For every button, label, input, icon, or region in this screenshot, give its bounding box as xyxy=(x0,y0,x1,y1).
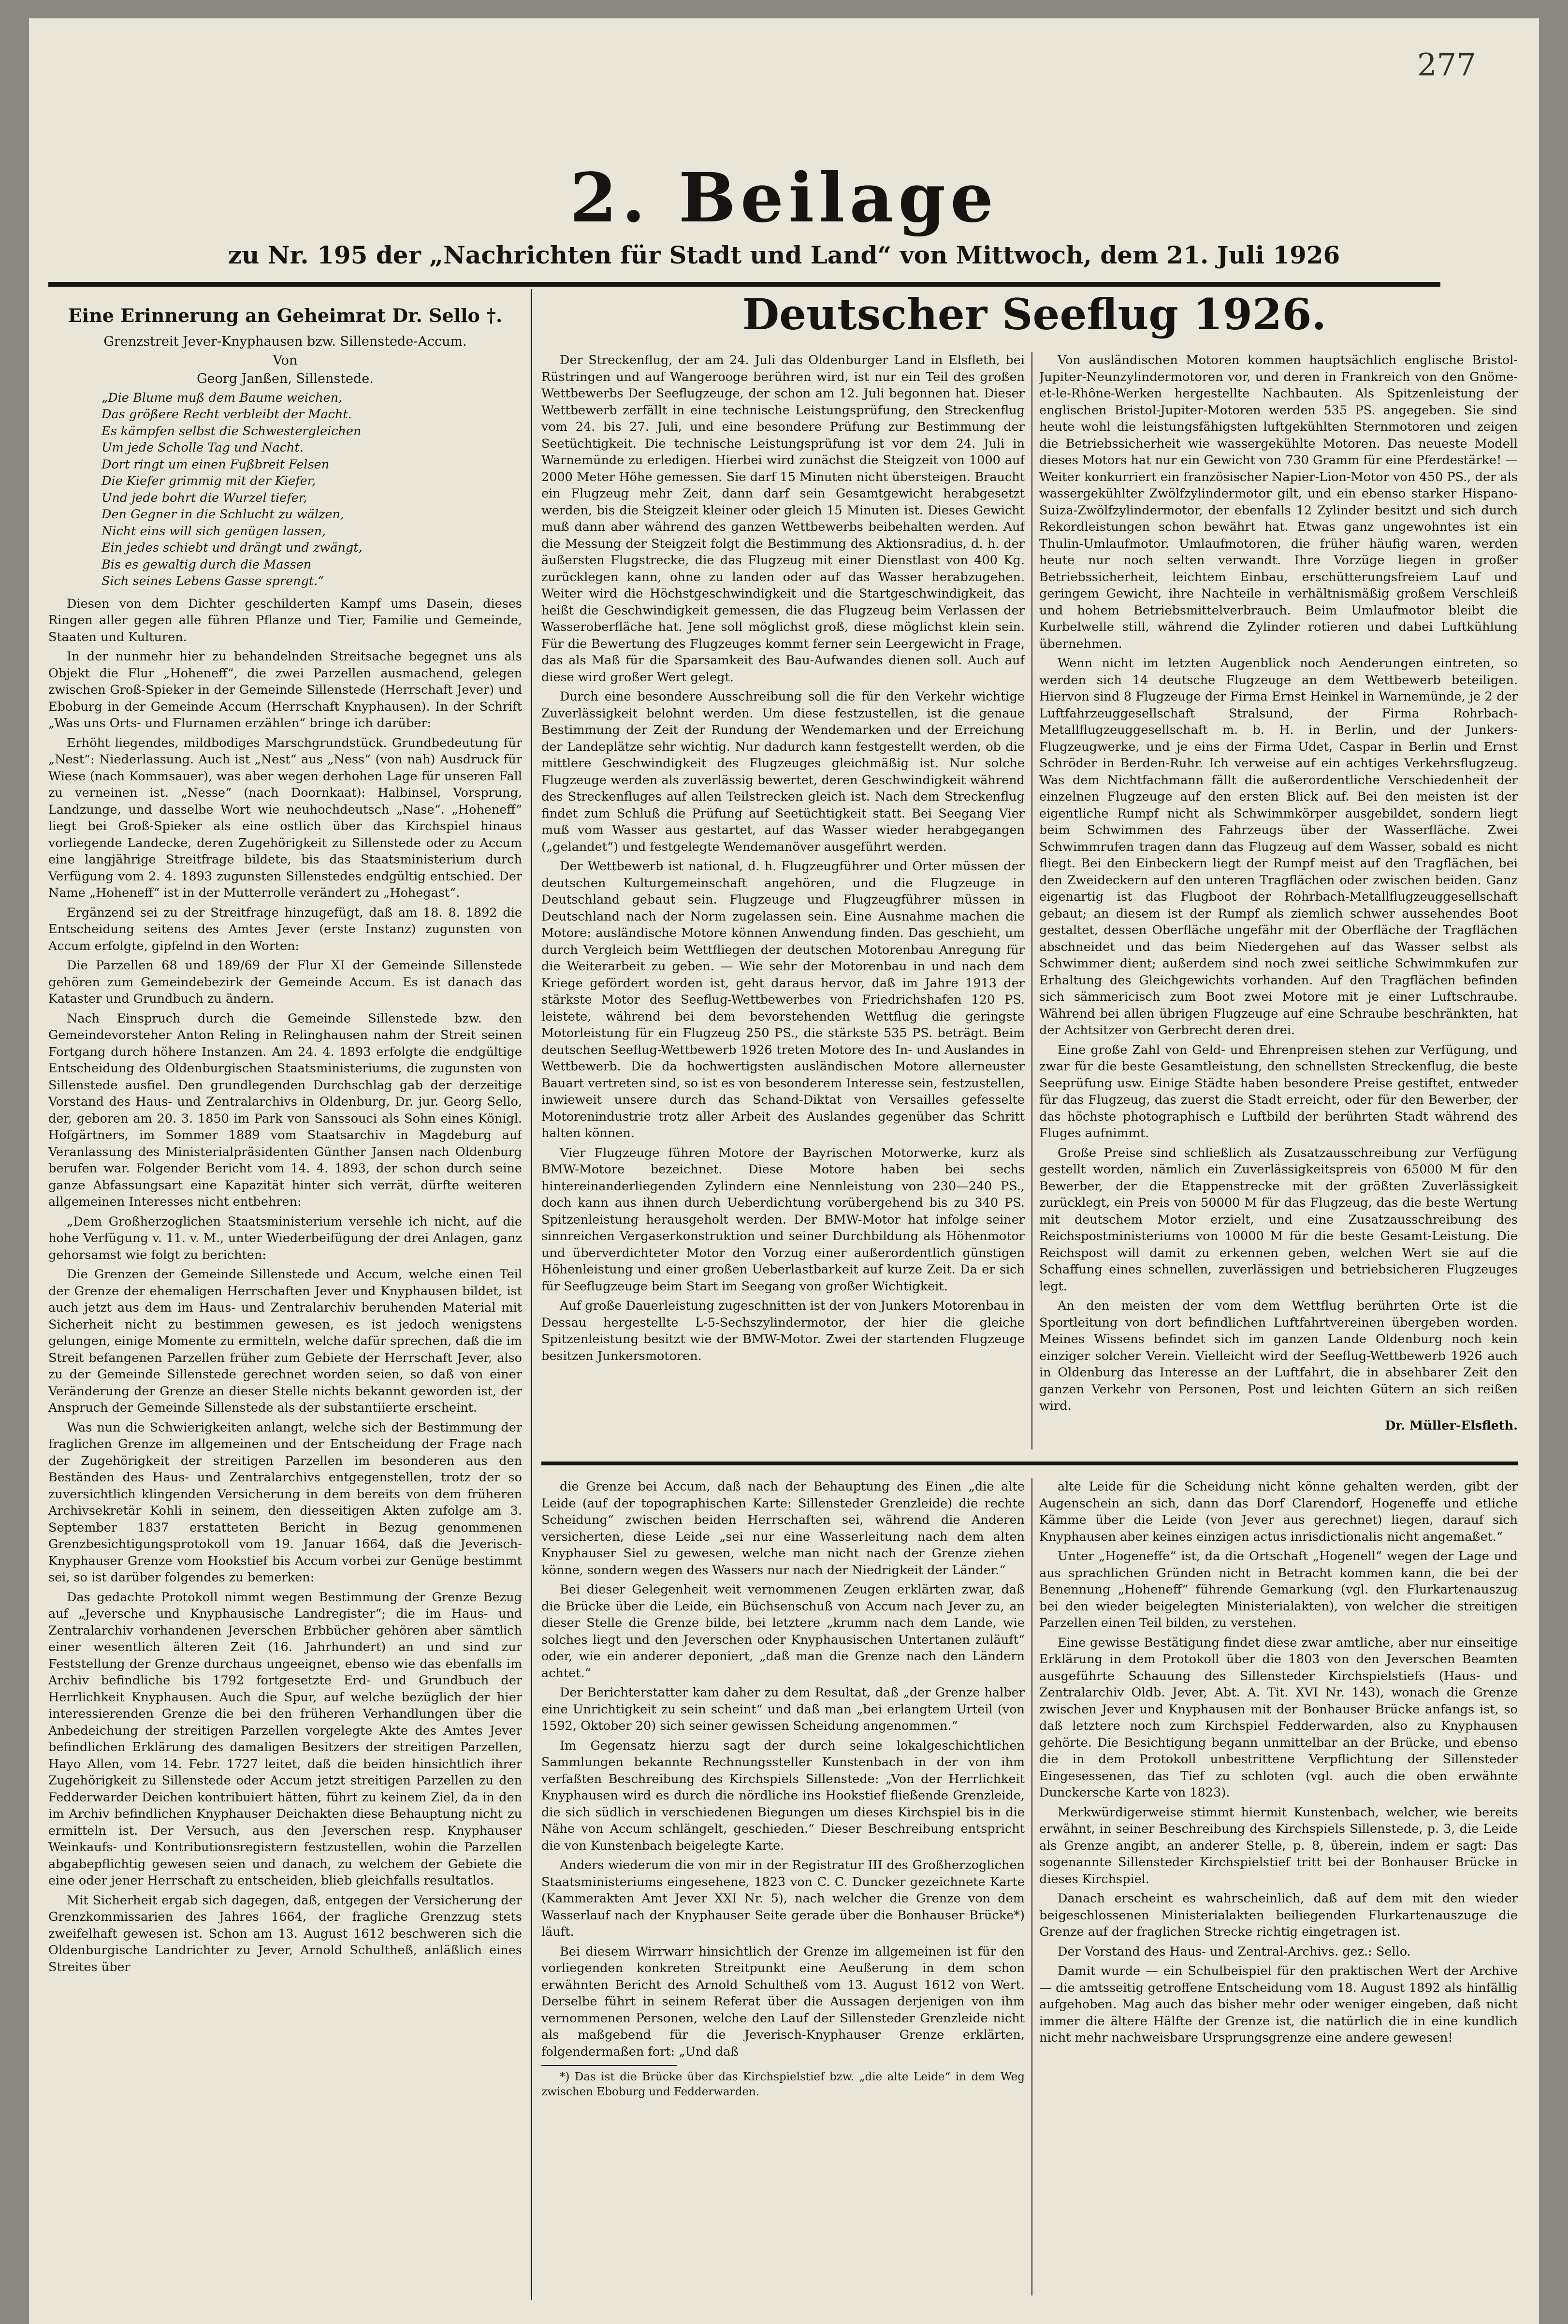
article-byline-von: Von xyxy=(273,352,298,368)
seeflug-paragraph: Eine große Zahl von Geld- und Ehrenpreisen stehen zur Verfügung, und zwar für die beste Gesamtleistung, den schnellsten Streckenflug, die beste Seeprüfung usw. Einige Städte haben besondere Preise gestiftet, entweder für das Flugzeug, das zuerst die Stadt erreicht, oder für den Bewerber, der das höchste photographisch e Luftbild der berührten Stadt während des Fluges aufnimmt. xyxy=(1039,1042,1518,1140)
article-headline: Eine Erinnerung an Geheimrat Dr. Sello †. xyxy=(68,305,503,326)
masthead-rule xyxy=(48,282,1440,287)
continuation-paragraph: Damit wurde — ein Schulbeispiel für den praktischen Wert der Archive — die amtsseitig getroffene Entscheidung vom 18. August 1892 als hinfällig aufgehoben. Mag auch das bisher mehr oder weniger eingeben, daß nicht immer die ältere Hälfte der Grenze ist, die natürlich die in eine kundlich nicht mehr nachweisbare Ursprungsgrenze eine andere gewesen! xyxy=(1039,1964,1518,2045)
article-grenzstreit xyxy=(48,304,522,2295)
section-rule xyxy=(541,1462,1518,1465)
article-poem: „Die Blume muß dem Baume weichen, Das größere Recht verbleibt der Macht. Es kämpfen selbst die Schwestergleichen Um jede Scholle Tag und Nacht. Dort ringt um einen Fußbreit Felsen Die Kiefer grimmig mit der Kiefer, Und jede bohrt die Wurzel tiefer, Den Gegner in die Schlucht zu wälzen, Nicht eins will sich genügen lassen, Ein jedes schiebt und drängt und zwängt, Bis es gewaltig durch die Massen Sich seines Lebens Gasse sprengt.“ xyxy=(102,390,363,588)
article-author: Georg Janßen, Sillenstede. xyxy=(197,371,374,386)
footnote: *) Das ist die Brücke über das Kirchspielstief bzw. „die alte Leide“ in dem Weg zwischen Eboburg und Fedderwarden. xyxy=(541,2071,1025,2098)
article-paragraph: Nach Einspruch durch die Gemeinde Sillenstede bzw. den Gemeindevorsteher Anton Reling in Relinghausen nahm der Streit seinen Fortgang durch höhere Instanzen. Am 24. 4. 1893 erfolgte die endgültige Entscheidung des Oldenburgischen Staatsministeriums, die zugunsten von Sillenstede ausfiel. Den grundlegenden Durchschlag gab der derzeitige Vorstand des Haus- und Zentralarchivs in Oldenburg, Dr. jur. Georg Sello, der, geboren am 20. 3. 1850 im Park von Sanssouci als Sohn eines Königl. Hofgärtners, im Sommer 1889 vom Staatsarchiv in Magdeburg auf Veranlassung des Ministerialpräsidenten Günther Jansen nach Oldenburg berufen war. Folgender Bericht vom 14. 4. 1893, der schon durch seine ganze Abfassungsart eine Kapazität hinter sich verrät, dürfte weiteren allgemeinen Interesses nicht entbehren: xyxy=(48,1011,522,1209)
seeflug-paragraph: Durch eine besondere Ausschreibung soll die für den Verkehr wichtige Zuverlässigkeit belohnt werden. Um diese festzustellen, ist die genaue Bestimmung der Zeit der Rundung der Wendemarken und der Erreichung der Landeplätze sehr wichtig. Nur dadurch kann festgestellt werden, ob die mittlere Geschwindigkeit des Flugzeuges gleichmäßig ist. Nur solche Flugzeuge werden als zuverlässig bewertet, deren Geschwindigkeit während des Streckenfluges auf allen Teilstrecken gleich ist. Nach dem Streckenflug findet zum Schluß die Prüfung auf Seetüchtigkeit statt. Bei Seegang Vier muß vom Wasser aus gestartet, auf das Wasser wieder herabgegangen („gelandet“) und festgelegte Wendemanöver ausgeführt werden. xyxy=(541,689,1025,854)
seeflug-paragraph: Große Preise sind schließlich als Zusatzausschreibung zur Verfügung gestellt worden, nämlich ein Zuverlässigkeitspreis von 65000 M für den Bewerber, der die Etappenstrecke mit der größten Zuverlässigkeit zurücklegt, ein Preis von 50000 M für das Flugzeug, das die beste Wertung mit deutschem Motor erzielt, und eine Zusatzausschreibung des Reichspostministeriums von 10000 M für die beste Gesamt-Leistung. Die Reichspost will damit zu erkennen geben, welchen Wert sie auf die Schaffung eines schnellen, zuverlässigen und betriebsicheren Flugzeuges legt. xyxy=(1039,1145,1518,1294)
article-paragraph: Die Grenzen der Gemeinde Sillenstede und Accum, welche einen Teil der Grenze der ehemaligen Herrschaften Jever und Knyphausen bildet, ist auch jetzt aus dem im Haus- und Zentralarchiv beruhenden Material mit Sicherheit nicht zu bestimmen gewesen, es ist jedoch wenigstens gelungen, einige Momente zu ermitteln, welche dafür sprechen, daß die im Streit befangenen Parzellen früher zum Gebiete der Herrschaft Jever, also zu der Gemeinde Sillenstede gerechnet worden seien, so daß von einer Veränderung der Grenze an dieser Stelle nichts bekannt geworden ist, der Anspruch der Gemeinde Sillenstede als der substantiierte erscheint. xyxy=(48,1267,522,1415)
article-paragraph: Was nun die Schwierigkeiten anlangt, welche sich der Bestimmung der fraglichen Grenze im allgemeinen und der Entscheidung der Frage nach der Zugehörigkeit der streitigen Parzellen im besonderen aus den Beständen des Haus- und Zentralarchivs entgegenstellen, trotz der so zuversichtlich klingenden Versicherung in dem bereits von dem früheren Archivsekretär Kohli in seinem, den diesseitigen Akten zufolge am 3. September 1837 erstatteten Bericht in Bezug genommenen Grenzbesichtigungsprotokoll vom 19. Januar 1664, daß die Jeverisch-Knyphauser Grenze vom Hookstief bis Accum vorbei zur Genüge bestimmt sei, so ist darüber folgendes zu bemerken: xyxy=(48,1420,522,1585)
continuation-body-1 xyxy=(541,1478,1025,2060)
column-rule-continuation xyxy=(1031,1478,1032,2295)
continuation-paragraph: die Grenze bei Accum, daß nach der Behauptung des Einen „die alte Leide (auf der topographischen Karte: Sillensteder Grenzleide) die rechte Scheidung“ zwischen beiden Herrschaften sei, während die Anderen versicherten, diese Leide „sei nur eine Wasserleitung nach dem alten Knyphauser Siel zu gewesen, welche man nicht nach der Grenze ziehen könne, sondern wegen des Wassers nur nach der Niedrigkeit der Länder.“ xyxy=(541,1479,1025,1578)
seeflug-title: Deutscher Seeflug 1926. xyxy=(742,289,1327,339)
seeflug-signature: Dr. Müller-Elsfleth. xyxy=(1385,1418,1518,1433)
seeflug-paragraph: Der Streckenflug, der am 24. Juli das Oldenburger Land in Elsfleth, bei Rüstringen und auf Wangerooge berühren wird, ist nur ein Teil des großen Wettbewerbs Der Seeflugzeuge, der schon am 12. Juli begonnen hat. Dieser Wettbewerb zerfällt in eine technische Leistungsprüfung, den Streckenflug vom 24. bis 27. Juli, und eine besondere Prüfung zur Bestimmung der Seetüchtigkeit. Die technische Leistungsprüfung ist vor dem 24. Juli in Warnemünde zu erledigen. Hierbei wird zunächst die Steigzeit von 1000 auf 2000 Meter Höhe gemessen. Sie darf 15 Minuten nicht übersteigen. Braucht ein Flugzeug mehr Zeit, dann darf sein Gesamtgewicht herabgesetzt werden, bis die Steigzeit kleiner oder gleich 15 Minuten ist. Dieses Gewicht muß dann aber während des ganzen Wettbewerbs beibehalten werden. Auf die Messung der Steigzeit folgt die Bestimmung des Aktionsradius, d. h. der äußersten Flugstrecke, die das Flugzeug mit einer Dienstlast von 400 Kg. zurücklegen kann, ohne zu landen oder auf das Wasser herabzugehen. Weiter wird die Höchstgeschwindigkeit und die Startgeschwindigkeit, das heißt die Geschwindigkeit gemessen, die das Flugzeug beim Verlassen der Wasseroberfläche hat. Jene soll möglichst groß, diese möglichst klein sein. Für die Bewertung des Flugzeuges kommt ferner sein Leergewicht in Frage, das als Maß für die Sparsamkeit des Bau-Aufwandes dienen soll. Auch auf diese wird großer Wert gelegt. xyxy=(541,353,1025,685)
continuation-paragraph: Eine gewisse Bestätigung findet diese zwar amtliche, aber nur einseitige Erklärung in dem Protokoll über die 1803 von den Jeverschen Beamten ausgeführte Schauung des Sillensteder Kirchspielstiefs (Haus- und Zentralarchiv Oldb. Jever, Abt. A. Tit. XVI Nr. 143), wonach die Grenze zwischen Jever und Knyphausen mit der Bonhauser Brücke anfangs ist, so daß letztere noch zum Kirchspiel Fedderwarden, also zu Knyphausen gehörte. Die Besichtigung begann unmittelbar an der Brücke, und ebenso die in dem Protokoll unbestrittene Verpflichtung der Sillensteder Eingesessenen, das Tief zu schloten (vgl. auch die oben erwähnte Dunckersche Karte von 1823). xyxy=(1039,1635,1518,1800)
continuation-paragraph: alte Leide für die Scheidung nicht könne gehalten werden, gibt der Augenschein an sich, dann das Dorf Clarendorf, Hogeneffe und etliche Kämme über die Leide (von Jever aus gerechnet) liegen, darauf sich Knyphausen aber keines einzigen actus inrisdictionalis nicht angemaßet.“ xyxy=(1039,1479,1518,1544)
article-paragraph: In der nunmehr hier zu behandelnden Streitsache begegnet uns als Objekt die Flur „Hoheneff“, die zwei Parzellen ausmachend, gelegen zwischen Groß-Spieker in der Gemeinde Sillenstede (Herrschaft Jever) und Eboburg in der Gemeinde Accum (Herrschaft Knyphausen). In der Schrift „Was uns Orts- und Flurnamen erzählen“ bringe ich darüber: xyxy=(48,649,522,731)
article-paragraph: Mit Sicherheit ergab sich dagegen, daß, entgegen der Versicherung der Grenzkommissarien des Jahres 1664, der fragliche Grenzzug stets zweifelhaft gewesen ist. Schon am 13. August 1612 beschweren sich die Oldenburgische Landrichter zu Jever, Arnold Schultheß, anläßlich eines Streites über xyxy=(48,1893,522,1974)
seeflug-paragraph: An den meisten der vom dem Wettflug berührten Orte ist die Sportleitung von dort befindlichen Luftfahrtvereinen übergeben worden. Meines Wissens befindet sich im ganzen Lande Oldenburg noch kein einziger solcher Verein. Vielleicht wird der Seeflug-Wettbewerb 1926 auch in Oldenburg das Interesse an der Luftfahrt, die in absehbarer Zeit den ganzen Verkehr von Personen, Post und leichten Gütern an sich reißen wird. xyxy=(1039,1299,1518,1413)
footnote-separator xyxy=(541,2065,677,2066)
continuation-paragraph: Der Berichterstatter kam daher zu dem Resultat, daß „der Grenze halber eine Unrichtigkeit zu sein scheint“ und daß man „bei erlangtem Urteil (von 1592, Oktober 20) sich seiner gewissen Scheidung angenommen.“ xyxy=(541,1685,1025,1733)
seeflug-paragraph: Auf große Dauerleistung zugeschnitten ist der von Junkers Motorenbau in Dessau hergestellte L-5-Sechszylindermotor, der hier die gleiche Spitzenleistung besitzt wie der BMW-Motor. Zwei der startenden Flugzeuge besitzen Junkersmotoren. xyxy=(541,1299,1025,1363)
continuation-paragraph: Im Gegensatz hierzu sagt der durch seine lokalgeschichtlichen Sammlungen bekannte Rechnungssteller Kunstenbach in der von ihm verfaßten Beschreibung des Kirchspiels Sillenstede: „Von der Herrlichkeit Knyphausen wird es durch die nördliche ins Hookstief fließende Grenzleide, die sich südlich in verschiedenen Biegungen um dieses Kirchspiel bis in die Nähe von Accum schlängelt, geschieden.“ Dieser Beschreibung entspricht die von Kunstenbach beigelegte Karte. xyxy=(541,1738,1025,1853)
seeflug-paragraph: Vier Flugzeuge führen Motore der Bayrischen Motorwerke, kurz als BMW-Motore bezeichnet. Diese Motore haben bei sechs hintereinanderliegenden Zylindern eine Nennleistung von 230—240 PS., doch kann aus ihnen durch Ueberdichtung vorübergehend bis zu 340 PS. Spitzenleistung herausgeholt werden. Der BMW-Motor hat infolge seiner sinnreichen Vergaserkonstruktion und seiner Durchbildung als Höhenmotor und überverdichteter Motor den Vorzug einer außerordentlich günstigen Höhenleistung und einer großen Ueberlastbarkeit auf kurze Zeit. Da er sich für Seeflugzeuge beim Start im Seegang von großer Wichtigkeit. xyxy=(541,1145,1025,1294)
column-rule-left xyxy=(531,289,532,2300)
seeflug-body-1 xyxy=(541,352,1025,1364)
continuation-body-2 xyxy=(1039,1478,1518,2046)
continuation-paragraph: Der Vorstand des Haus- und Zentral-Archivs. gez.: Sello. xyxy=(1058,1944,1411,1959)
seeflug-paragraph: Der Wettbewerb ist national, d. h. Flugzeugführer und Orter müssen der deutschen Kulturgemeinschaft angehören, und die Flugzeuge in Deutschland gebaut sein. Flugzeuge und Flugzeugführer müssen in Deutschland nach der Norm zugelassen sein. Eine Ausnahme machen die Motore: ausländische Motore können Anwendung finden. Das geschieht, um durch Vergleich beim Wettfliegen der deutschen Motorenbau Anregung für die Weiterarbeit zu geben. — Wie sehr der Motorenbau in und nach dem Kriege gefördert worden ist, geht daraus hervor, daß im Jahre 1913 der stärkste Motor des Seeflug-Wettbewerbes von Friedrichshafen 120 PS. leistete, während bei dem bevorstehenden Wettflug die geringste Motorleistung für ein Flugzeug 250 PS., die stärkste 535 PS. beträgt. Beim deutschen Seeflug-Wettbewerb 1926 treten Motore des In- und Auslandes in Wettbewerb. Die da hochwertigsten ausländischen Motore allerneuster Bauart vertreten sind, so ist es von besonderem Interesse sein, festzustellen, inwieweit unsere durch das Schand-Diktat von Versailles gefesselte Motorenindustrie trotz aller Arbeit des Auslandes gegenüber das Schritt halten können. xyxy=(541,859,1025,1140)
continuation-column-1 xyxy=(541,1478,1025,2300)
page-number: 277 xyxy=(1417,47,1476,83)
article-paragraph: Ergänzend sei zu der Streitfrage hinzugefügt, daß am 18. 8. 1892 die Entscheidung seitens des Amtes Jever (erste Instanz) zugunsten von Accum erfolgte, gipfelnd in den Worten: xyxy=(48,905,522,953)
article-subheadline: Grenzstreit Jever-Knyphausen bzw. Sillenstede-Accum. xyxy=(103,334,467,349)
seeflug-column-2 xyxy=(1039,352,1518,1449)
article-paragraph: Das gedachte Protokoll nimmt wegen Bestimmung der Grenze Bezug auf „Jeversche und Knyphausische Landregister“; die im Haus- und Zentralarchiv vorhandenen Jeverschen Erbbücher gehören aber sämtlich einer wesentlich älteren Zeit (16. Jahrhundert) an und sind zur Feststellung der Grenze durchaus ungeeignet, ebenso wie das ebenfalls im Archiv befindliche bis 1792 fortgesetzte Erd- und Grundbuch der Herrlichkeit Knyphausen. Auch die Spur, auf welche bezüglich der hier interessierenden Grenze die bei den früheren Verhandlungen über die Anbedeichung der streitigen Parzellen vorgelegte Akte des Amtes Jever befindlichen Erklärung des damaligen Besitzers der streitigen Parzellen, Hayo Allen, vom 14. Febr. 1727 leitet, daß die beiden hinsichtlich ihrer Zugehörigkeit zu Sillenstede oder Accum jetzt streitigen Parzellen zu den Fedderwarder Deichen kontribuiert hätten, führt zu keinem Ziel, da in den im Archiv befindlichen Knyphauser Deichakten diese Behauptung nicht zu ermitteln ist. Der Versuch, aus den Jeverschen resp. Knyphauser Weinkaufs- und Kontributionsregistern festzustellen, wohin die Parzellen abgabepflichtig gewesen seien und danach, zu welchem der Gebiete die eine oder jener Herrschaft zu entscheiden, blieb gleichfalls resultatlos. xyxy=(48,1590,522,1888)
article-paragraph: Diesen von dem Dichter geschilderten Kampf ums Dasein, dieses Ringen aller gegen alle führen Pflanze und Tier, Familie und Gemeinde, Staaten und Kulturen. xyxy=(48,596,522,644)
continuation-paragraph: Anders wiederum die von mir in der Registratur III des Großherzoglichen Staatsministeriums eingesehene, 1823 von C. C. Duncker gezeichnete Karte (Kammerakten Amt Jever XXI Nr. 5), nach welcher die Grenze von dem Wasserlauf nach der Knyphauser Seite gerade über die Bonhauser Brücke*) läuft. xyxy=(541,1858,1025,1939)
continuation-paragraph: Bei diesem Wirrwarr hinsichtlich der Grenze im allgemeinen ist für den vorliegenden konkreten Streitpunkt eine Aeußerung in dem schon erwähnten Bericht des Arnold Schultheß vom 13. August 1612 von Wert. Derselbe führt in seinem Referat über die Aussagen derjenigen von ihm vernommenen Personen, welche den Lauf der Sillensteder Grenzleide nicht als maßgebend für die Jeverisch-Knyphauser Grenze erklärten, folgendermaßen fort: „Und daß xyxy=(541,1944,1025,2059)
article-paragraph: Die Parzellen 68 und 189/69 der Flur XI der Gemeinde Sillenstede gehören zum Gemeindebezirk der Gemeinde Accum. Es ist danach das Kataster und Grundbuch zu ändern. xyxy=(48,958,522,1006)
seeflug-paragraph: Wenn nicht im letzten Augenblick noch Aenderungen eintreten, so werden sich 14 deutsche Flugzeuge an dem Wettbewerb beteiligen. Hiervon sind 8 Flugzeuge der Firma Ernst Heinkel in Warnemünde, je 2 der Luftfahrzeuggesellschaft Stralsund, der Firma Rohrbach-Metallflugzeuggesellschaft m. b. H. in Berlin, und der Junkers-Flugzeugwerke, und je eins der Firma Udet, Caspar in Berlin und Ernst Schröder in Berden-Ruhr. Ich verweise auf ein achtiges Verkehrsflugzeug. Was dem Nichtfachmann fällt die außerordentliche Verschiedenheit der einzelnen Flugzeuge auf den ersten Blick auf. Bei den meisten ist der eigentliche Rumpf nicht als Schwimmkörper ausgebildet, sondern liegt beim Schwimmen des Fahrzeugs über der Wasserfläche. Zwei Schwimmrufen tragen dann das Flugzeug auf dem Wasser, sobald es nicht fliegt. Bei den Einbeckern liegt der Rumpf meist auf den Tragflächen, bei den Zweideckern auf den unteren Tragflächen oder zwischen beiden. Ganz eigenartig ist das Flugboot der Rohrbach-Metallflugzeuggesellschaft gebaut; an diesem ist der Rumpf als ziemlich schwer aussehendes Boot gestaltet, dessen Oberfläche ungefähr mit der Oberfläche der Tragflächen abschneidet und das beim Niedergehen auf das Wasser selbst als Schwimmer dient; außerdem sind noch zwei seitliche Schwimmkufen zur Erhaltung des Gleichgewichts vorhanden. Auf den Tragflächen befinden sich sämmericisch zum Boot zwei Motore mit je einer Luftschraube. Während bei allen übrigen Flugzeuge auf eine Schraube beschränkten, hat der Achtsitzer von Gerbrecht deren drei. xyxy=(1039,656,1518,1038)
continuation-paragraph: Danach erscheint es wahrscheinlich, daß auf dem mit den wieder beigeschlossenen Ministerialakten beiliegenden Flurkartenauszuge die Grenze auf der fraglichen Strecke richtig eingetragen ist. xyxy=(1039,1891,1518,1939)
article-body xyxy=(48,596,522,1976)
continuation-paragraph: Merkwürdigerweise stimmt hiermit Kunstenbach, welcher, wie bereits erwähnt, in seiner Beschreibung des Kirchspiels Sillenstede, p. 3, die Leide als Grenze angibt, an anderer Stelle, p. 8, überein, indem er sagt: Das sogenannte Sillensteder Kirchspielstief tritt bei der Bonhauser Brücke in dieses Kirchspiel. xyxy=(1039,1805,1518,1886)
newspaper-page xyxy=(29,18,1539,2324)
article-paragraph: „Dem Großherzoglichen Staatsministerium versehle ich nicht, auf die hohe Verfügung v. 11. v. M., unter Wiederbeifügung der drei Anlagen, ganz gehorsamst wie folgt zu berichten: xyxy=(48,1214,522,1262)
seeflug-body-2 xyxy=(1039,352,1518,1415)
continuation-column-2 xyxy=(1039,1478,1518,2300)
seeflug-column-1 xyxy=(541,352,1025,1445)
column-rule-seeflug xyxy=(1031,352,1032,1449)
continuation-paragraph: Unter „Hogeneffe“ ist, da die Ortschaft „Hogenell“ wegen der Lage und aus sprachlichen Gründen nicht in Betracht kommen kann, die bei der Benennung „Hoheneff“ führende Gemarkung (vgl. den Flurkartenauszug bei den wieder beigelegten Ministerialakten), von welcher die streitigen Parzellen einen Teil bilden, zu verstehen. xyxy=(1039,1549,1518,1630)
supplement-title: 2. Beilage xyxy=(569,159,999,238)
continuation-paragraph: Bei dieser Gelegenheit weit vernommenen Zeugen erklärten zwar, daß die Brücke über die Leide, ein Büchsenschuß von Accum nach Jever zu, an dieser Stelle die Grenze bilde, bei letztere „krumm nach dem Lande, wie solches liegt und den Jeverschen oder Knyphausischen Untertanen zuläuft“ oder, wie ein anderer deponiert, „daß man die Grenze nach den Ländern achtet.“ xyxy=(541,1582,1025,1681)
seeflug-paragraph: Von ausländischen Motoren kommen hauptsächlich englische Bristol-Jupiter-Neunzylindermotoren vor, und deren in Frankreich von den Gnöme-et-le-Rhône-Werken hergestellte Nachbauten. Als Spitzenleistung der englischen Bristol-Jupiter-Motoren werden 535 PS. angegeben. Sie sind heute wohl die leistungsfähigsten luftgekühlten Sternmotoren und zeigen die Betriebssicherheit wie wassergekühlte Motoren. Das neueste Modell dieses Motors hat nur ein Gewicht von 730 Gramm für eine Pferdestärke! — Weiter konkurriert ein französischer Napier-Lion-Motor von 450 PS., der als wassergekühlter Zwölfzylindermotor gilt, und ein ebenso starker Hispano-Suiza-Zwölfzylindermotor, der ebenfalls 12 Zylinder besitzt und sich durch Rekordleistungen schon bewährt hat. Etwas ganz ungewohntes ist ein Thulin-Umlaufmotor. Umlaufmotoren, die früher häufig waren, werden heute nur noch selten verwandt. Ihre Vorzüge liegen in großer Betriebssicherheit, leichtem Einbau, erschütterungsfreiem Lauf und geringem Gewicht, ihre Nachteile in verhältnismäßig großem Verschleiß und hohem Betriebsmittelverbrauch. Beim Umlaufmotor bleibt die Kurbelwelle still, während die Zylinder rotieren und dabei Luftkühlung übernehmen. xyxy=(1039,353,1518,651)
supplement-subtitle: zu Nr. 195 der „Nachrichten für Stadt und Land“ von Mittwoch, dem 21. Juli 1926 xyxy=(228,241,1340,269)
article-paragraph: Erhöht liegendes, mildbodiges Marschgrundstück. Grundbedeutung für „Nest“: Niederlassung. Auch ist „Nest“ aus „Ness“ (von nah) Ausdruck für Wiese (nach Kommsauer), was aber wegen derhohen Lage für unseren Fall zu verneinen ist. „Nesse“ (nach Doornkaat): Halbinsel, Vorsprung, Landzunge, und dasselbe Wort wie neuhochdeutsch „Nase“. „Hoheneff“ liegt bei Groß-Spieker als eine ostlich über das Kirchspiel hinaus vorliegende Landecke, deren Zugehörigkeit zu Sillenstede oder zu Accum eine langjährige Streitfrage bildete, bis das Staatsministerium durch Verfügung vom 2. 4. 1893 zugunsten Sillenstedes endgültig entschied. Der Name „Hoheneff“ ist in der Mutterrolle verändert zu „Hohegast“. xyxy=(48,735,522,900)
